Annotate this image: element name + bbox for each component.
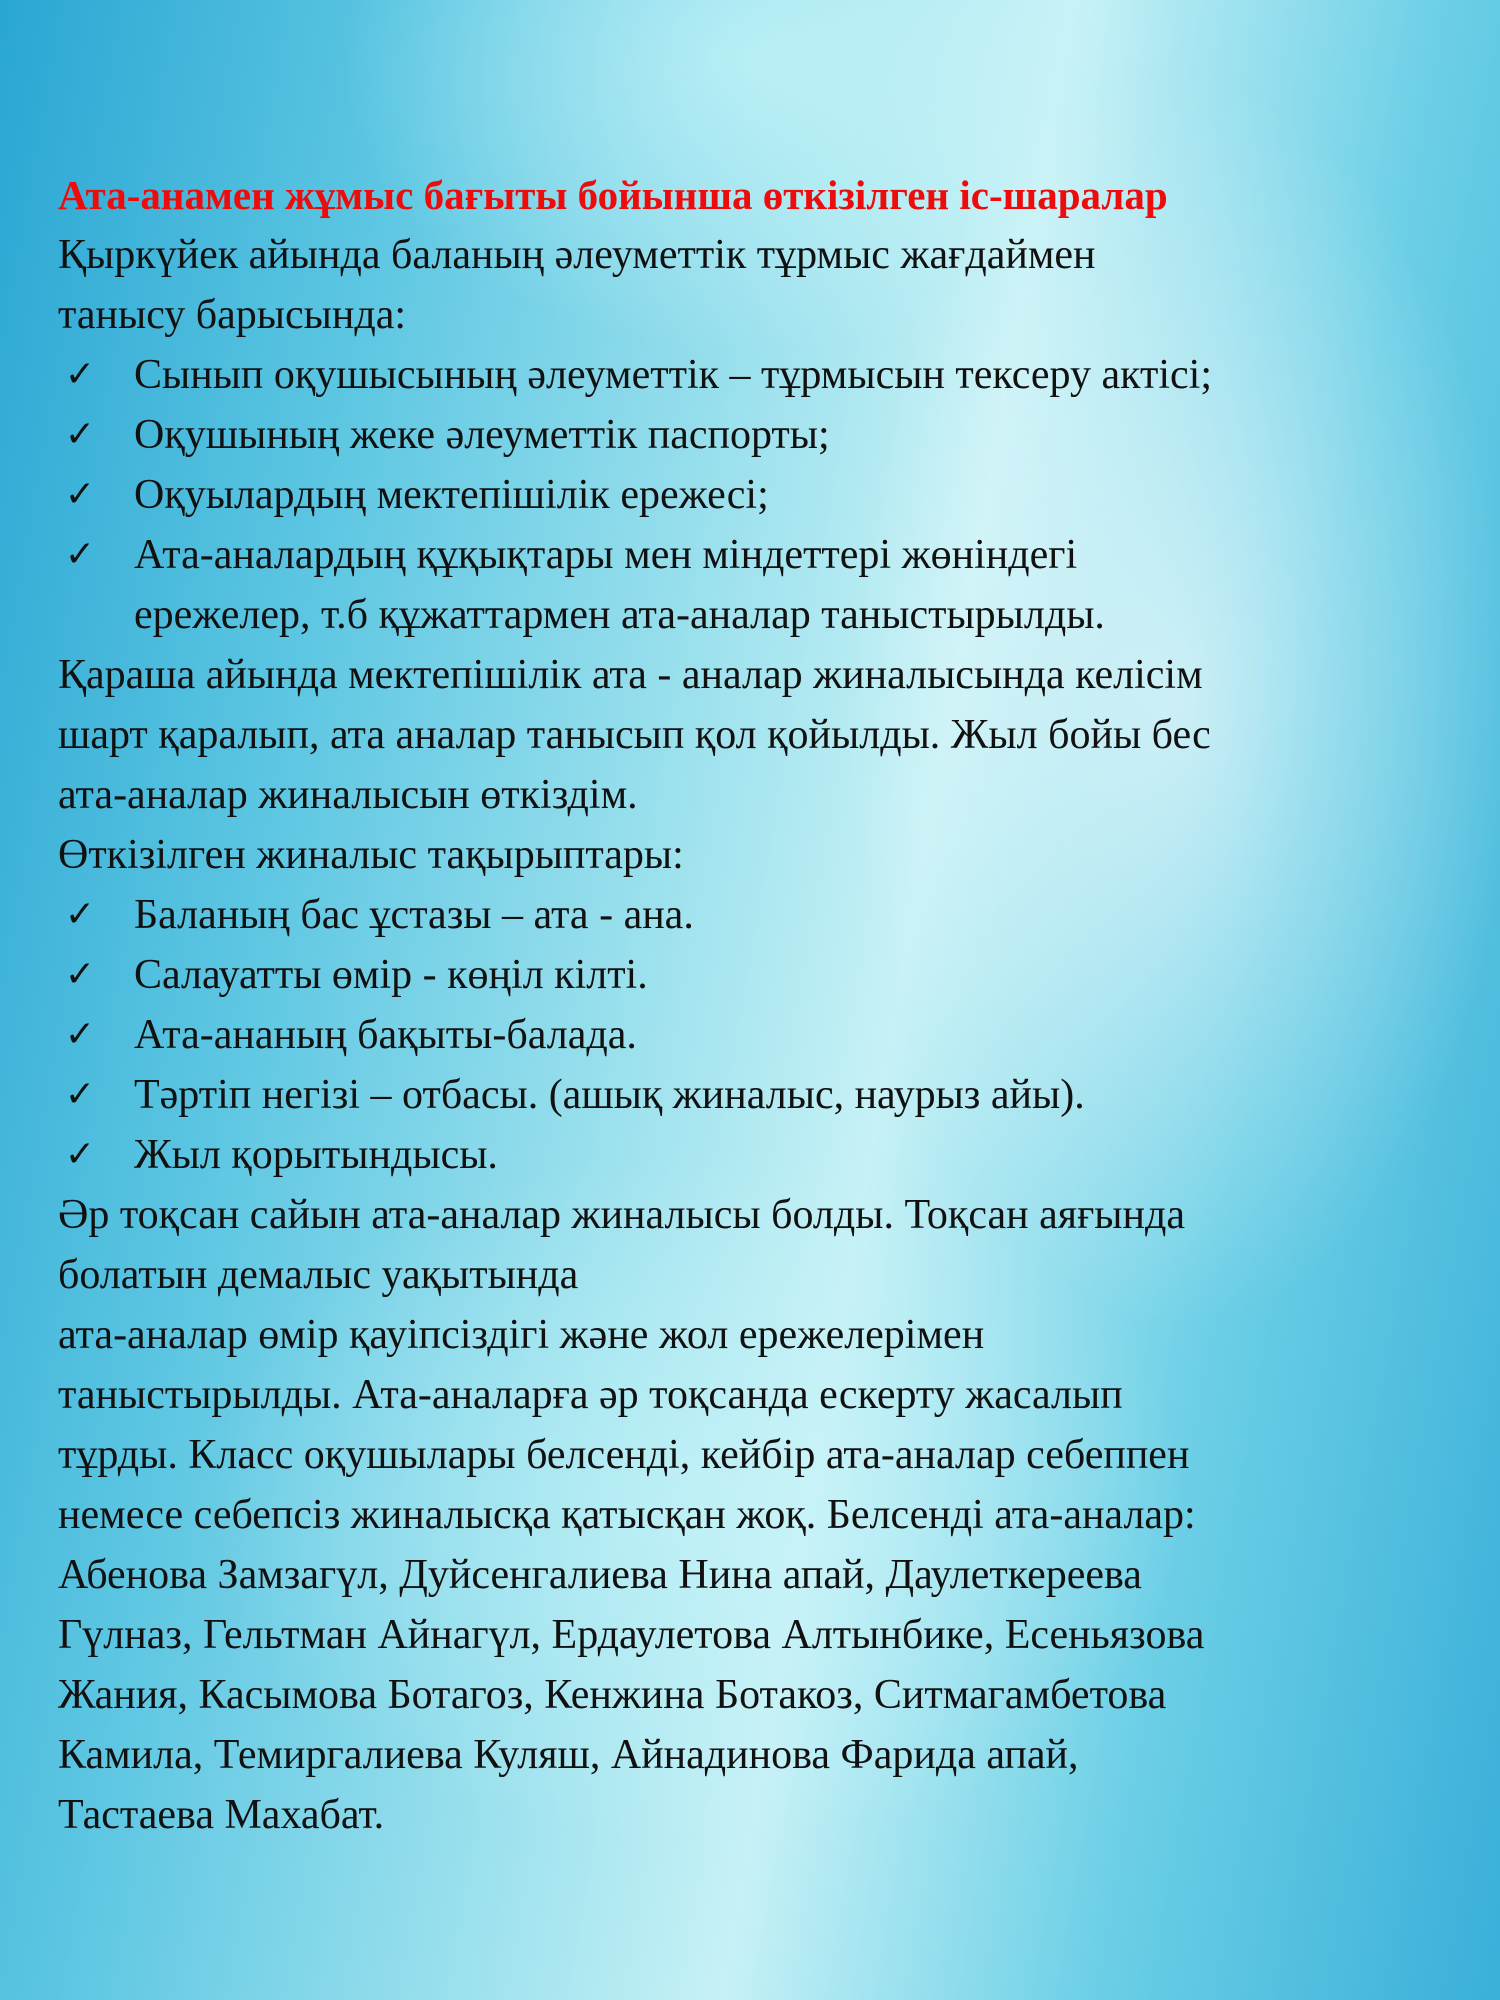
text-line: шарт қаралып, ата аналар танысып қол қойылды. Жыл бойы бес [58, 712, 1211, 758]
list-item [58, 405, 1458, 465]
text-line: танысу барысында: [58, 292, 407, 338]
text-line: тұрды. Класс оқушылары белсенді, кейбір ата-аналар себеппен [58, 1432, 1190, 1478]
checkmark-icon: ✓ [64, 894, 96, 935]
text-line: Қыркүйек айында баланың әлеуметтік тұрмыс жағдаймен [58, 232, 1096, 278]
list-item-text: Оқуылардың мектепішілік ережесі; [134, 472, 769, 518]
text-line: болатын демалыс уақытында [58, 1252, 579, 1298]
list-item [58, 945, 1458, 1005]
list-item [58, 1125, 1458, 1185]
checkmark-icon: ✓ [64, 414, 96, 455]
topics-list [58, 885, 1458, 1185]
meeting-paragraph [58, 645, 1458, 825]
topics-heading: Өткізілген жиналыс тақырыптары: [58, 832, 684, 878]
list-item [58, 1065, 1458, 1125]
summary-paragraph [58, 1185, 1458, 1845]
checkmark-icon: ✓ [64, 474, 96, 515]
list-item [58, 525, 1458, 645]
list-item-text: Баланың бас ұстазы – ата - ана. [134, 892, 694, 938]
text-line: Жания, Касымова Ботагоз, Кенжина Ботакоз, Ситмагамбетова [58, 1672, 1167, 1718]
list-item [58, 345, 1458, 405]
text-line: Абенова Замзагүл, Дуйсенгалиева Нина апай, Даулеткереева [58, 1552, 1142, 1598]
checkmark-icon: ✓ [64, 954, 96, 995]
text-line: таныстырылды. Ата-аналарға әр тоқсанда ескерту жасалып [58, 1372, 1123, 1418]
documents-list [58, 345, 1458, 645]
checkmark-icon: ✓ [64, 1074, 96, 1115]
list-item-text: Ата-ананың бақыты-балада. [134, 1012, 637, 1058]
text-line: Әр тоқсан сайын ата-аналар жиналысы болды. Тоқсан аяғында [58, 1192, 1186, 1238]
document-title: Ата-анамен жұмыс бағыты бойынша өткізілген іс-шаралар [58, 172, 1168, 218]
text-line: Гүлназ, Гельтман Айнагүл, Ердаулетова Алтынбике, Есеньязова [58, 1612, 1205, 1658]
document-page [58, 165, 1458, 1845]
checkmark-icon: ✓ [64, 354, 96, 395]
list-item-text: Сынып оқушысының әлеуметтік – тұрмысын тексеру актісі; [134, 352, 1212, 398]
checkmark-icon: ✓ [64, 534, 96, 575]
checkmark-icon: ✓ [64, 1134, 96, 1175]
text-line: Камила, Темиргалиева Куляш, Айнадинова Фарида апай, [58, 1732, 1079, 1778]
list-item-text: ережелер, т.б құжаттармен ата-аналар таныстырылды. [134, 592, 1105, 638]
list-item [58, 1005, 1458, 1065]
list-item-text: Тәртіп негізі – отбасы. (ашық жиналыс, наурыз айы). [134, 1072, 1085, 1118]
list-item-text: Ата-аналардың құқықтары мен міндеттері жөніндегі [134, 532, 1078, 578]
list-item [58, 885, 1458, 945]
checkmark-icon: ✓ [64, 1014, 96, 1055]
text-line: немесе себепсіз жиналысқа қатысқан жоқ. Белсенді ата-аналар: [58, 1492, 1196, 1538]
list-item-text: Салауатты өмір - көңіл кілті. [134, 952, 648, 998]
text-line: ата-аналар жиналысын өткіздім. [58, 772, 638, 818]
list-item-text: Оқушының жеке әлеуметтік паспорты; [134, 412, 830, 458]
list-item [58, 465, 1458, 525]
text-line: Тастаева Махабат. [58, 1792, 385, 1838]
text-line: ата-аналар өмір қауіпсіздігі және жол ережелерімен [58, 1312, 985, 1358]
intro-paragraph [58, 225, 1458, 345]
text-line: Қараша айында мектепішілік ата - аналар жиналысында келісім [58, 652, 1203, 698]
list-item-text: Жыл қорытындысы. [134, 1132, 498, 1178]
